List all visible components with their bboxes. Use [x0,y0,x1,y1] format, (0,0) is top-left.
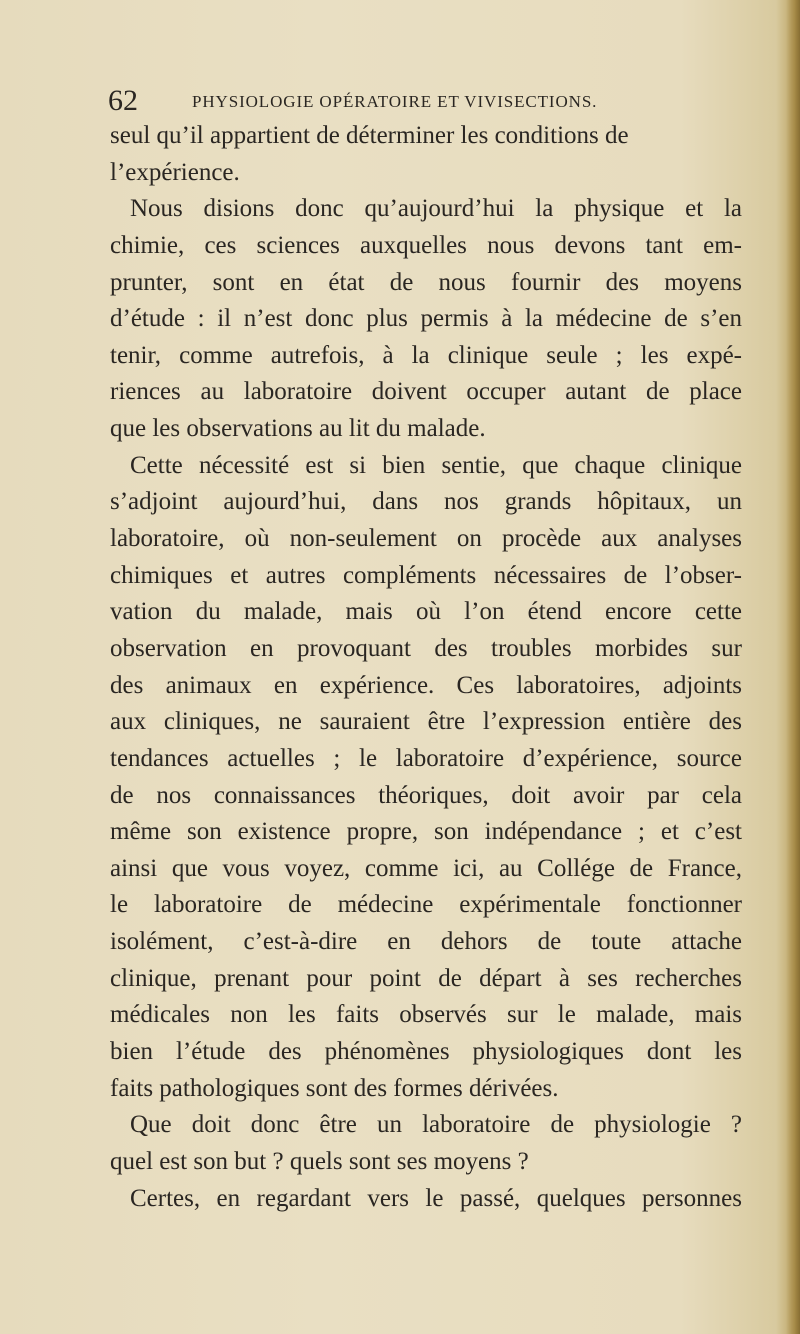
page-edge-shadow [786,0,800,1334]
text-line: le laboratoire de médecine expérimentale fonctionner [110,891,742,919]
text-line: ainsi que vous voyez, comme ici, au Collége de France, [110,854,742,882]
text-line: Que doit donc être un laboratoire de physiologie ? [130,1111,742,1139]
text-line: bien l’étude des phénomènes physiologiques dont les [110,1038,742,1066]
text-line: isolément, c’est-à-dire en dehors de toute attache [110,928,742,956]
text-line: prunter, sont en état de nous fournir des moyens [110,268,742,296]
text-line: tenir, comme autrefois, à la clinique seule ; les expé- [110,341,742,369]
text-line: de nos connaissances théoriques, doit avoir par cela [110,781,742,809]
text-line: Cette nécessité est si bien sentie, que chaque clinique [130,451,742,479]
text-line: faits pathologiques sont des formes dérivées. [110,1074,559,1102]
text-line: des animaux en expérience. Ces laboratoires, adjoints [110,671,742,699]
text-line: seul qu’il appartient de déterminer les conditions de [110,122,629,149]
text-line: laboratoire, où non-seulement on procède aux analyses [110,525,742,553]
text-line: clinique, prenant pour point de départ à ses recherches [110,964,742,992]
text-line: aux cliniques, ne sauraient être l’expression entière des [110,708,742,736]
text-line: Certes, en regardant vers le passé, quelques personnes [130,1184,742,1212]
text-line: vation du malade, mais où l’on étend encore cette [110,598,742,626]
text-line: que les observations au lit du malade. [110,415,486,443]
text-line: médicales non les faits observés sur le malade, mais [110,1001,742,1029]
page-header [108,84,708,120]
text-line: chimie, ces sciences auxquelles nous devons tant em- [110,231,742,259]
text-line: même son existence propre, son indépendance ; et c’est [110,818,742,846]
text-line: s’adjoint aujourd’hui, dans nos grands hôpitaux, un [110,488,742,516]
text-line: observation en provoquant des troubles morbides sur [110,634,742,662]
body-text [110,118,742,1217]
text-line: chimiques et autres compléments nécessaires de l’obser- [110,561,742,589]
text-line: Nous disions donc qu’aujourd’hui la physique et la [130,195,742,223]
text-line: l’expérience. [110,158,240,186]
text-line: tendances actuelles ; le laboratoire d’expérience, source [110,744,742,772]
text-line: quel est son but ? quels sont ses moyens ? [110,1147,529,1175]
page-number: 62 [108,84,138,117]
text-line: d’étude : il n’est donc plus permis à la médecine de s’en [110,305,742,333]
running-title: PHYSIOLOGIE OPÉRATOIRE ET VIVISECTIONS. [192,92,598,111]
text-line: riences au laboratoire doivent occuper autant de place [110,378,742,406]
